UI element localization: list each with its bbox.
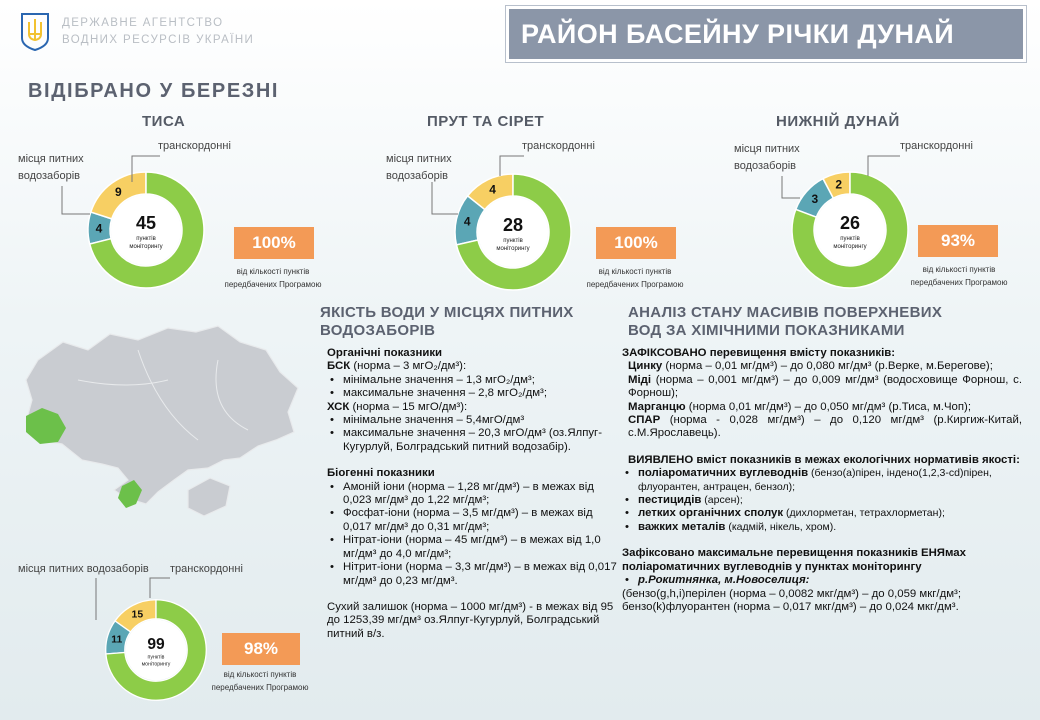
percent-caption-lower-danube: від кількості пунктів передбачених Програмою [910,265,1008,287]
donut-label-drinking: 4 [95,221,103,236]
donut-label-transboundary: 2 [835,177,843,192]
donut-sub-points: пунктів [840,236,860,242]
analysis-text: ЗАФІКСОВАНО перевищення вмісту показників: Цинку (норма – 0,01 мг/дм³) – до 0,080 мг/дм³ (р.Верке, м.Берегове); Міді (норма – 0,001 мг/дм³) – до 0,009 мг/дм³ (водосховище Форнош, с. Форнош); Марганцю (норма 0,01 мг/дм³) – до 0,050 мг/дм³ (р.Тиса, м.Чоп); СПАР (норма - 0,028 мг/дм³) – до 0,120 мг/дм³ (р.Киргиж-Китай, с.М.Ярославець). ВИЯВЛЕНО вміст показників в межах екологічних нормативів якості: • поліароматичних вуглеводнів (бензо(а)пірен, індено(1,2,3-cd)пірен, флуорантен, антрацен, бензол); • пестицидів (арсен); • летких органічних сполук (дихлорметан, тетрахлорметан); • важких металів (кадмій, нікель, хром). Зафіксовано максимальне перевищення показників ЕНЯмах поліароматичних вуглеводнів у пунктах моніторингу • р.Рокитнянка, м.Новоселиця: (бензо(g,h,i)перілен (норма – 0,0082 мкг/дм³) – до 0,059 мкг/дм³; бензо(k)флуорантен (норма – 0,017 мкг/дм³) – до 0,024 мкг/дм³. [622,347,1022,614]
basin-title-lower-danube: НИЖНІЙ ДУНАЙ [776,113,900,130]
donut-sub-points: пунктів [503,238,523,244]
percent-badge-tysa: 100% [234,227,314,259]
ukraine-map [18,320,303,540]
donut-label-transboundary: 15 [131,609,144,621]
list-item: • важких металів (кадмій, нікель, хром). [622,521,1022,534]
agency-name-line1: ДЕРЖАВНЕ АГЕНТСТВО [62,17,224,29]
list-item: • р.Рокитнянка, м.Новоселиця: [622,574,1022,587]
organic-heading: Органічні показники [327,347,443,359]
donut-sub-monitoring: моніторингу [496,246,530,252]
list-item: • мінімальне значення – 1,3 мгО₂/дм³; [327,374,617,387]
list-item: • Нітрат-іони (норма – 45 мг/дм³) – в межах від 1,0 мг/дм³ до 4,0 мг/дм³; [327,534,617,561]
percent-caption-prut: від кількості пунктів передбачених Програмою [586,267,684,289]
donut-sub-points: пунктів [147,654,165,661]
percent-badge-overall: 98% [222,633,300,665]
donut-label-transboundary: 9 [115,184,122,199]
leader-lines [0,0,1040,320]
fixed-heading: ЗАФІКСОВАНО перевищення вмісту показників: [622,347,896,359]
list-item: • мінімальне значення – 5,4мгО/дм³ [327,414,617,427]
region-banner: РАЙОН БАСЕЙНУ РІЧКИ ДУНАЙ [506,6,1026,62]
donut-label-transboundary: 4 [489,182,496,197]
transboundary-label-lower-danube: транскордонні [900,140,973,152]
found-heading: ВИЯВЛЕНО вміст показників в межах екологічних нормативів якості: [628,453,1020,466]
donut-chart-overall [104,598,208,702]
list-item: • пестицидів (арсен); [622,494,1022,507]
percent-badge-lower-danube: 93% [918,225,998,257]
basin-title-tysa: ТИСА [142,113,186,130]
list-item: • летких органічних сполук (дихлорметан, тетрахлорметан); [622,507,1022,520]
donut-total: 26 [839,213,861,233]
biogenic-heading: Біогенні показники [327,467,435,480]
list-item: • Нітрит-іони (норма – 3,3 мг/дм³) – в межах від 0,017 мг/дм³ до 0,23 мг/дм³. [327,561,617,588]
quality-text: Органічні показники БСК (норма – 3 мгО₂/дм³): • мінімальне значення – 1,3 мгО₂/дм³; • максимальне значення – 2,8 мгО₂/дм³; ХСК (норма – 15 мгО/дм³): • мінімальне значення – 5,4мгО/дм³ • максимальне значення – 20,3 мгО/дм³ (оз.Ялпуг-Кугурлуй, Болградський питний водозабір). Біогенні показники • Амоній іони (норма – 1,28 мг/дм³) – в межах від 0,023 мг/дм³ до 1,22 мг/дм³; • Фосфат-іони (норма – 3,5 мг/дм³) – в межах від 0,017 мг/дм³ до 0,31 мг/дм³; • Нітрат-іони (норма – 45 мг/дм³) – в межах від 1,0 мг/дм³ до 4,0 мг/дм³; • Нітрит-іони (норма – 3,3 мг/дм³) – в межах від 0,017 мг/дм³ до 0,23 мг/дм³. Сухий залишок (норма – 1000 мг/дм³) - в межах від 95 до 1253,39 мг/дм³ оз.Ялпуг-Кугурлуй, Болградський питний в/з. [327,347,617,641]
drinking-label-overall: місця питних водозаборів [18,563,149,575]
list-item: • поліароматичних вуглеводнів (бензо(а)пірен, індено(1,2,3-cd)пірен, флуорантен, антрацен, бензол); [622,467,1022,494]
drinking-label-prut: місця питних водозаборів [386,153,452,182]
pah-value-1: (бензо(g,h,i)перілен (норма – 0,0082 мкг/дм³) – до 0,059 мкг/дм³; [622,587,961,600]
percent-caption-tysa: від кількості пунктів передбачених Програмою [224,267,322,289]
donut-sub-monitoring: моніторингу [833,244,867,250]
section-title: ВІДІБРАНО У БЕРЕЗНІ [28,80,280,102]
transboundary-label-prut: транскордонні [522,140,595,152]
drinking-label-tysa: місця питних водозаборів [18,153,84,182]
list-item: • Фосфат-іони (норма – 3,5 мг/дм³) – в межах від 0,017 мг/дм³ до 0,31 мг/дм³; [327,507,617,534]
percent-caption-overall: від кількості пунктів передбачених Програмою [211,670,309,692]
pah-value-2: бензо(k)флуорантен (норма – 0,017 мкг/дм³) – до 0,024 мкг/дм³. [622,600,959,613]
basin-title-prut: ПРУТ ТА СІРЕТ [427,113,545,130]
list-item: • Амоній іони (норма – 1,28 мг/дм³) – в межах від 0,023 мг/дм³ до 1,22 мг/дм³; [327,481,617,508]
donut-sub-monitoring: моніторингу [141,661,171,668]
analysis-title: АНАЛІЗ СТАНУ МАСИВІВ ПОВЕРХНЕВИХ ВОД ЗА ХІМІЧНИМИ ПОКАЗНИКАМИ [628,304,943,339]
list-item: • максимальне значення – 2,8 мгО₂/дм³; [327,387,617,400]
donut-sub-monitoring: моніторингу [129,244,163,250]
max-exceed-heading: Зафіксовано максимальне перевищення показників ЕНЯмах поліароматичних вуглеводнів у пунктах моніторингу [622,547,966,573]
ukraine-territory [26,326,298,516]
percent-badge-prut: 100% [596,227,676,259]
agency-name-line2: ВОДНИХ РЕСУРСІВ УКРАЇНИ [62,34,255,46]
donut-sub-points: пунктів [136,236,156,242]
dry-residue-text: Сухий залишок (норма – 1000 мг/дм³) - в межах від 95 до 1253,39 мг/дм³ оз.Ялпуг-Кугурлуй, Болградський питний в/з. [327,600,614,640]
donut-total: 45 [135,213,157,233]
donut-label-drinking: 4 [463,214,471,229]
donut-label-drinking: 3 [811,191,819,206]
quality-title: ЯКІСТЬ ВОДИ У МІСЦЯХ ПИТНИХ ВОДОЗАБОРІВ [320,304,574,339]
donut-label-drinking: 11 [111,634,123,646]
transboundary-label-tysa: транскордонні [158,140,231,152]
list-item: • максимальне значення – 20,3 мгО/дм³ (оз.Ялпуг-Кугурлуй, Болградський питний водозабір). [327,427,617,454]
donut-total: 28 [502,215,524,235]
drinking-label-lower-danube: місця питних водозаборів [734,143,800,172]
donut-total: 99 [147,636,165,654]
transboundary-label-overall: транскордонні [170,563,243,575]
